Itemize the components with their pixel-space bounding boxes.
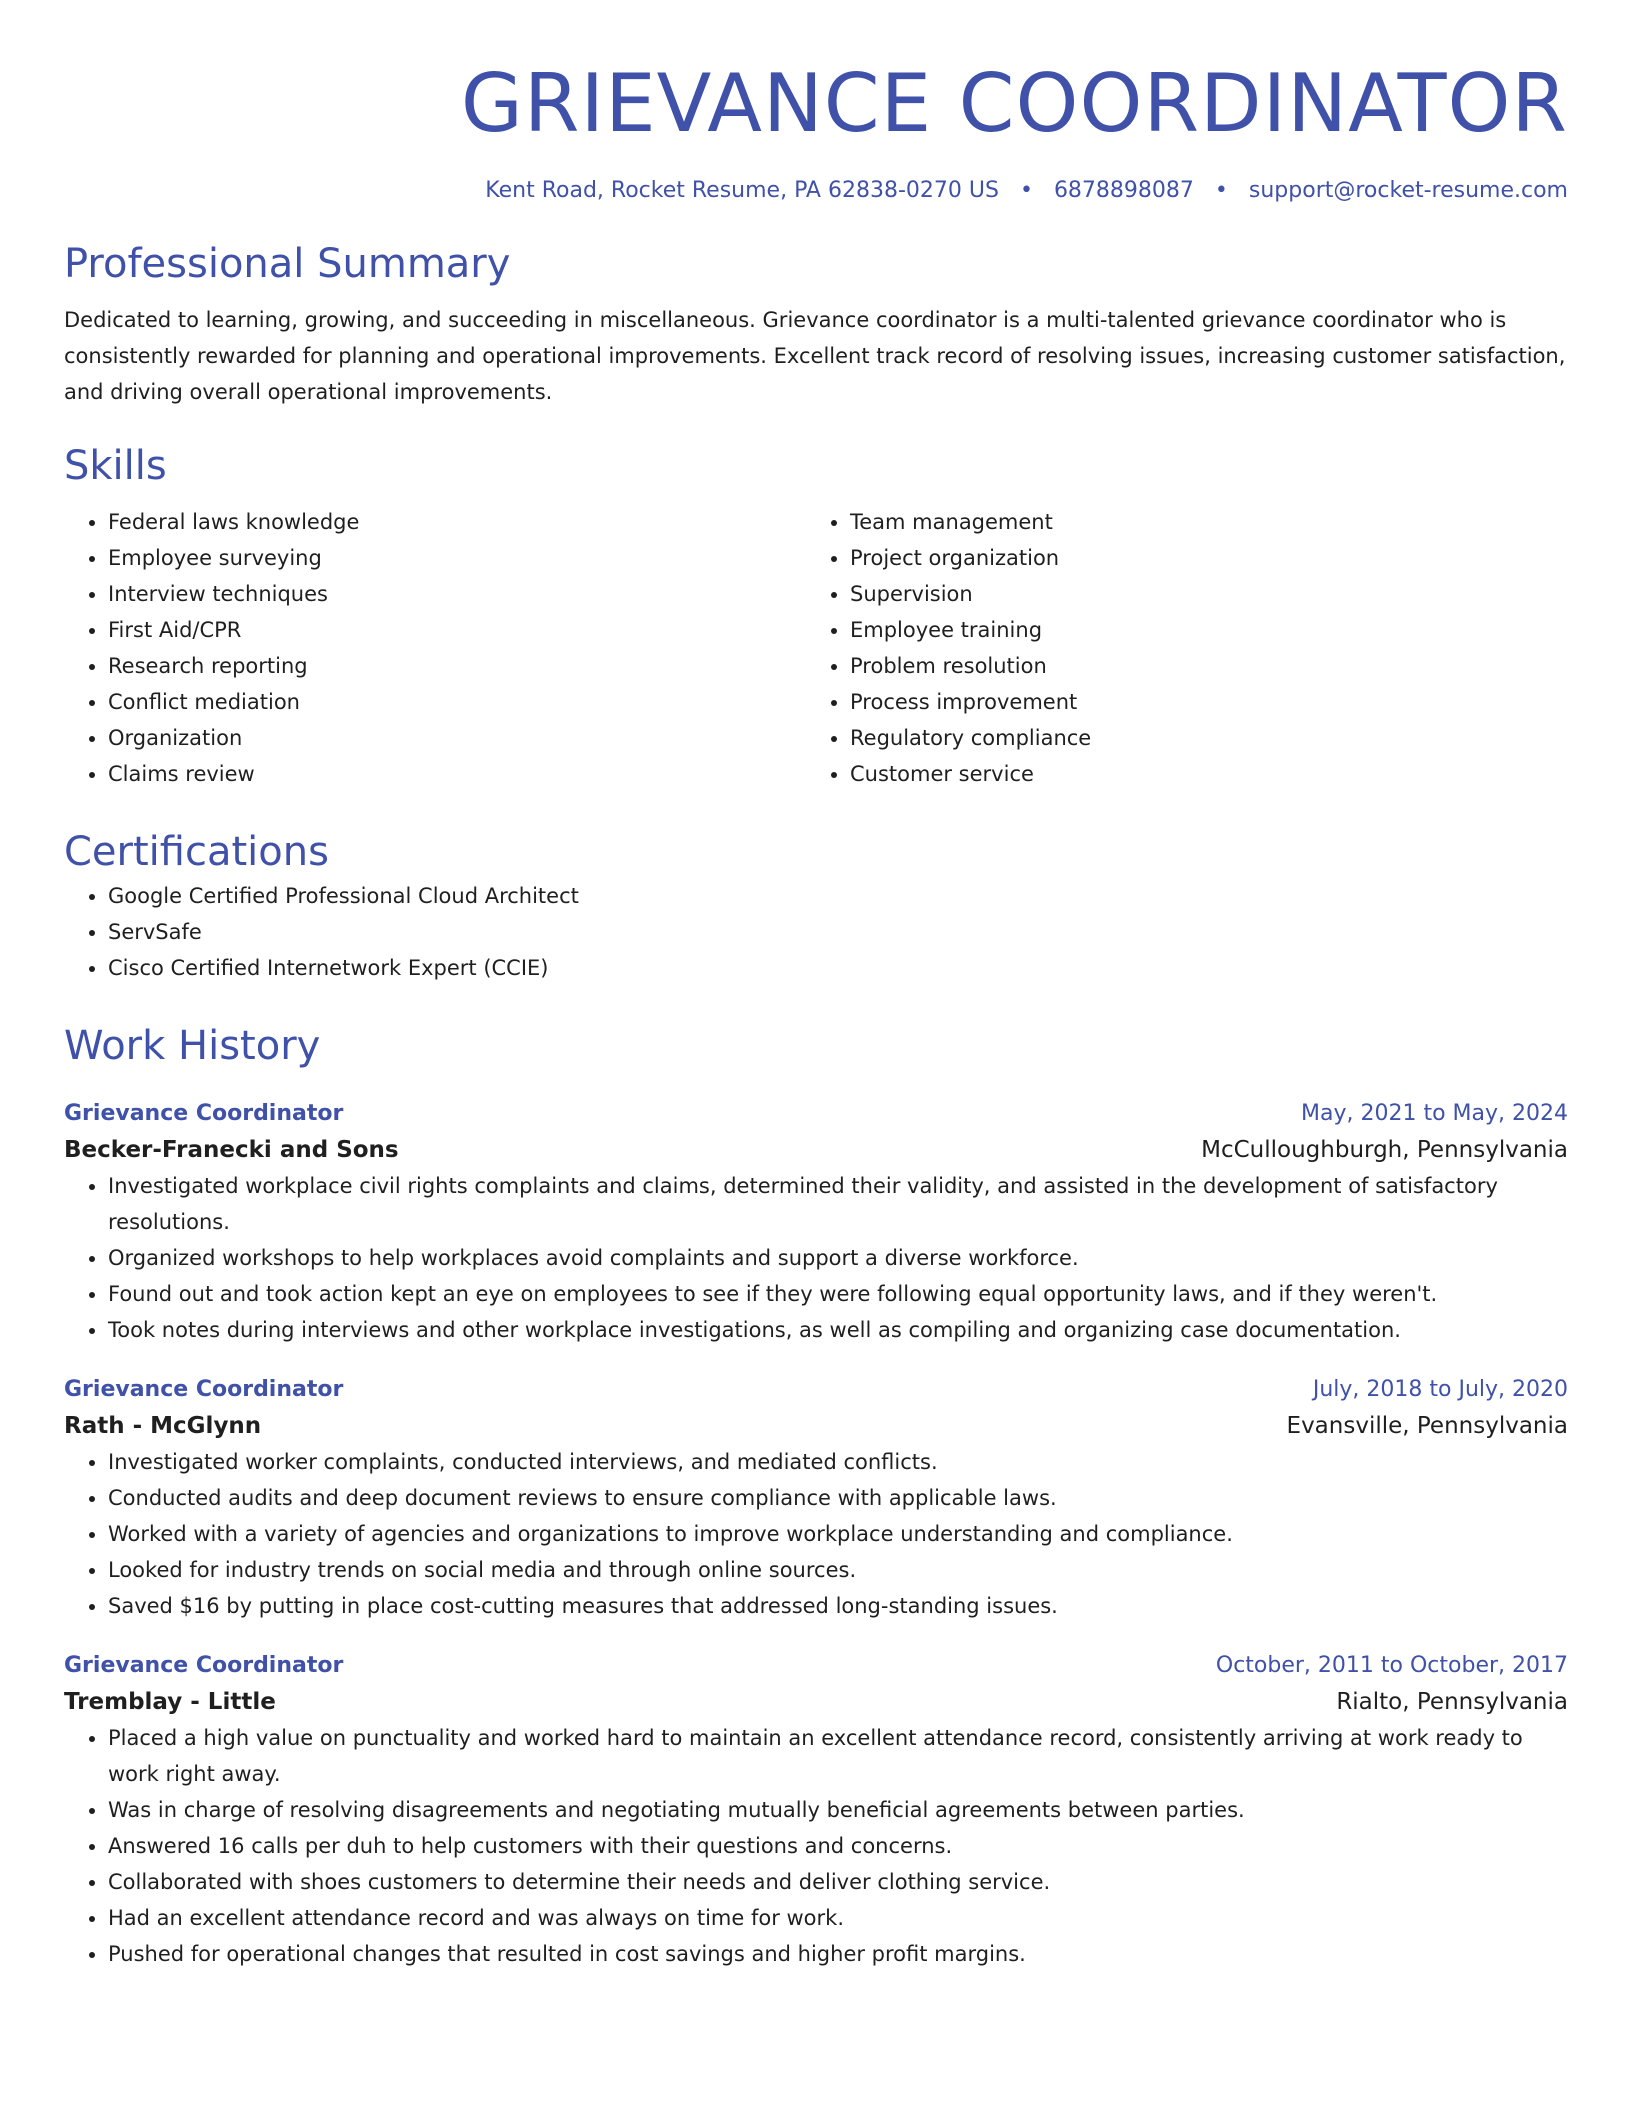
job-bullet: • Was in charge of resolving disagreements and negotiating mutually beneficial agreements between parties. [108, 1792, 1568, 1828]
skill-item: • Claims review [108, 756, 806, 792]
job-entry [64, 1648, 1568, 1972]
job-header-row [64, 1372, 1568, 1408]
contact-address: Kent Road, Rocket Resume, PA 62838-0270 US [485, 178, 999, 203]
skill-item: • Conflict mediation [108, 684, 806, 720]
job-location: McCulloughburgh, Pennsylvania [1201, 1137, 1568, 1163]
job-entry [64, 1372, 1568, 1624]
job-header-row [64, 1648, 1568, 1684]
job-bullets [64, 1720, 1568, 1972]
skill-item: • Problem resolution [850, 648, 1548, 684]
contact-email: support@rocket-resume.com [1248, 178, 1568, 203]
job-company: Tremblay - Little [64, 1689, 276, 1715]
job-bullet: • Collaborated with shoes customers to determine their needs and deliver clothing service. [108, 1864, 1568, 1900]
job-bullet: • Investigated workplace civil rights complaints and claims, determined their validity, and assisted in the development of satisfactory resolutions. [108, 1168, 1568, 1240]
contact-separator: • [1214, 178, 1228, 203]
skill-item: • Research reporting [108, 648, 806, 684]
job-bullet: • Saved $16 by putting in place cost-cutting measures that addressed long-standing issues. [108, 1588, 1568, 1624]
job-title: Grievance Coordinator [64, 1377, 344, 1402]
job-bullet: • Pushed for operational changes that resulted in cost savings and higher profit margins. [108, 1936, 1568, 1972]
job-bullets [64, 1168, 1568, 1348]
skill-item: • Employee training [850, 612, 1548, 648]
job-company-row [64, 1132, 1568, 1168]
job-company: Rath - McGlynn [64, 1413, 262, 1439]
skill-item: • Organization [108, 720, 806, 756]
job-location: Evansville, Pennsylvania [1286, 1413, 1568, 1439]
skills-heading: Skills [64, 443, 167, 489]
skill-item: • Employee surveying [108, 540, 806, 576]
job-company: Becker-Franecki and Sons [64, 1137, 399, 1163]
work-history-heading: Work History [64, 1023, 321, 1069]
job-bullet: • Placed a high value on punctuality and worked hard to maintain an excellent attendance record, consistently arriving at work ready to work right away. [108, 1720, 1568, 1792]
skill-item: • Project organization [850, 540, 1548, 576]
skills-list-right [806, 504, 1548, 792]
contact-phone: 6878898087 [1053, 178, 1194, 203]
certification-item: • Cisco Certified Internetwork Expert (CCIE) [108, 950, 1568, 986]
candidate-name: GRIEVANCE COORDINATOR [460, 57, 1568, 150]
skill-item: • Process improvement [850, 684, 1548, 720]
job-bullet: • Worked with a variety of agencies and organizations to improve workplace understanding and compliance. [108, 1516, 1568, 1552]
job-bullet: • Conducted audits and deep document reviews to ensure compliance with applicable laws. [108, 1480, 1568, 1516]
skill-item: • Team management [850, 504, 1548, 540]
skill-item: • Interview techniques [108, 576, 806, 612]
certifications-list [64, 878, 1568, 986]
job-company-row [64, 1408, 1568, 1444]
job-entry [64, 1096, 1568, 1348]
contact-separator: • [1019, 178, 1033, 203]
summary-text: Dedicated to learning, growing, and succeeding in miscellaneous. Grievance coordinator is a multi-talented grievance coordinator who is consistently rewarded for planning and operational improvements. Excellent track record of resolving issues, increasing customer satisfaction, and driving overall operational improvements. [64, 308, 1566, 404]
job-title: Grievance Coordinator [64, 1653, 344, 1678]
job-bullet: • Had an excellent attendance record and was always on time for work. [108, 1900, 1568, 1936]
skill-item: • Customer service [850, 756, 1548, 792]
job-title: Grievance Coordinator [64, 1101, 344, 1126]
job-dates: October, 2011 to October, 2017 [1215, 1653, 1568, 1678]
job-dates: May, 2021 to May, 2024 [1301, 1101, 1568, 1126]
certifications-heading: Certifications [64, 829, 329, 875]
skills-list-left [64, 504, 806, 792]
job-bullet: • Took notes during interviews and other workplace investigations, as well as compiling and organizing case documentation. [108, 1312, 1568, 1348]
certification-item: • Google Certified Professional Cloud Architect [108, 878, 1568, 914]
job-bullet: • Investigated worker complaints, conducted interviews, and mediated conflicts. [108, 1444, 1568, 1480]
job-bullet: • Found out and took action kept an eye on employees to see if they were following equal opportunity laws, and if they weren't. [108, 1276, 1568, 1312]
job-header-row [64, 1096, 1568, 1132]
job-bullet: • Organized workshops to help workplaces avoid complaints and support a diverse workforce. [108, 1240, 1568, 1276]
skill-item: • Supervision [850, 576, 1548, 612]
job-dates: July, 2018 to July, 2020 [1312, 1377, 1568, 1402]
summary-heading: Professional Summary [64, 241, 511, 287]
job-location: Rialto, Pennsylvania [1336, 1689, 1568, 1715]
skill-item: • First Aid/CPR [108, 612, 806, 648]
job-bullet: • Looked for industry trends on social media and through online sources. [108, 1552, 1568, 1588]
skill-item: • Federal laws knowledge [108, 504, 806, 540]
certification-item: • ServSafe [108, 914, 1568, 950]
job-company-row [64, 1684, 1568, 1720]
skills-grid [64, 504, 1568, 792]
contact-line [64, 176, 1568, 206]
job-bullet: • Answered 16 calls per duh to help customers with their questions and concerns. [108, 1828, 1568, 1864]
skill-item: • Regulatory compliance [850, 720, 1548, 756]
job-bullets [64, 1444, 1568, 1624]
